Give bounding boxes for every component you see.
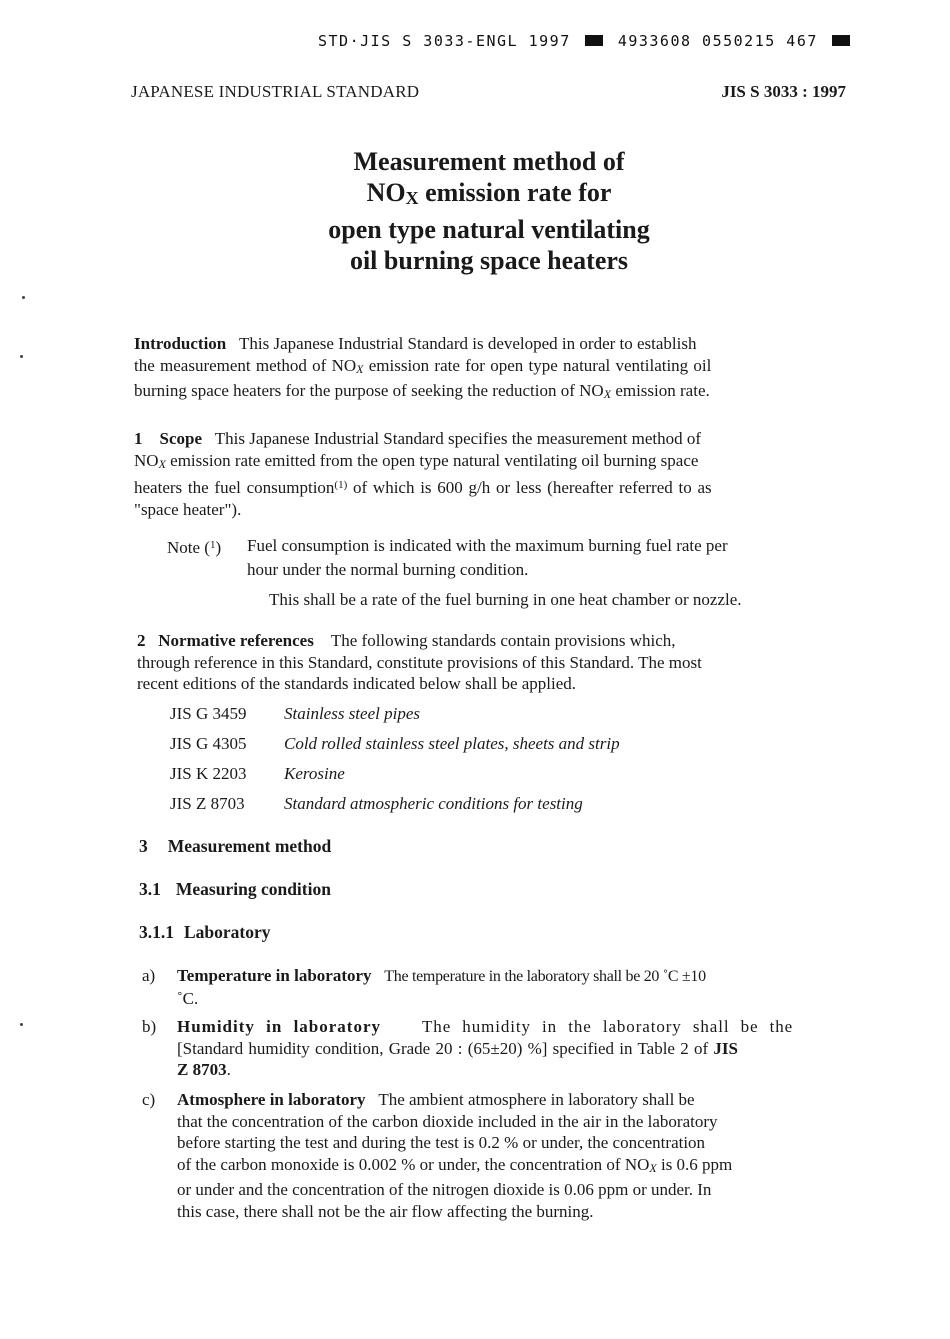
- scan-speck: [22, 296, 25, 299]
- note-label: Note ($^1$): [167, 538, 222, 557]
- item-label: b): [142, 1017, 157, 1036]
- item-heading: Temperature in laboratory: [177, 966, 372, 985]
- item-c-atmosphere: c) Atmosphere in laboratory The ambient atmosphere in laboratory shall be that the concentration of the carbon dioxide included in the air in the laboratory before starting the test and during the test is 0.2 % or under, the concentration of the carbon monoxide is 0.002 % or under, the concentration of $NO_X$ is 0.6 ppm or under and the concentration of the nitrogen dioxide is 0.06 ppm or under. In this case, there shall not be the air flow affecting the burning.: [142, 1090, 733, 1221]
- title-line: Measurement method of: [353, 147, 625, 176]
- item-label: a): [142, 966, 156, 985]
- title-line: NOX emission rate for: [366, 178, 612, 208]
- normative-references-heading: Normative references: [158, 631, 314, 650]
- item-label: c): [142, 1090, 156, 1109]
- introduction-heading: Introduction: [134, 334, 227, 353]
- scope-heading: Scope: [159, 429, 202, 448]
- scan-stamp: [318, 32, 854, 50]
- introduction-paragraph: Introduction This Japanese Industrial Standard is developed in order to establish the measurement method of $NO_X$ emission rate for open type natural ventilating oil burning space heaters for the purpose of seeking the reduction of $NO_X$ emission rate.: [134, 334, 712, 401]
- title-line: open type natural ventilating: [328, 215, 650, 244]
- stamp-text-2: 4933608 0550215 467: [617, 32, 818, 50]
- scan-speck: [20, 1023, 23, 1026]
- black-block-mark: [585, 35, 603, 46]
- clause-number: 2: [137, 631, 146, 650]
- section-3-heading: 3 Measurement method: [139, 836, 332, 856]
- item-heading: Atmosphere in laboratory: [177, 1090, 366, 1109]
- item-heading: Humidity in laboratory: [177, 1017, 382, 1036]
- stamp-text-1: STD·JIS S 3033-ENGL 1997: [318, 32, 571, 50]
- normative-references-clause: 2 Normative references The following standards contain provisions which, through reference in this Standard, constitute provisions of this Standard. The most recent editions of the standards indicated below shall be applied.: [137, 631, 702, 693]
- item-a-temperature: a) Temperature in laboratory The temperature in the laboratory shall be 20 ˚C ±10 ˚C.: [142, 966, 706, 1008]
- header-standard-type: JAPANESE INDUSTRIAL STANDARD: [131, 82, 420, 101]
- reference-list: JIS G 3459 Stainless steel pipes JIS G 4305 Cold rolled stainless steel plates, sheets and strip JIS K 2203 Kerosine JIS Z 8703 Standard atmospheric conditions for testing: [170, 704, 620, 813]
- black-block-mark: [832, 35, 850, 46]
- scope-note: Note ($^1$) Fuel consumption is indicated with the maximum burning fuel rate per hour under the normal burning condition. This shall be a rate of the fuel burning in one heat chamber or nozzle.: [167, 536, 742, 609]
- section-3-1-heading: 3.1 Measuring condition: [139, 879, 331, 899]
- item-b-humidity: b) Humidity in laboratory The humidity in the laboratory shall be the [Standard humidity condition, Grade 20 : (65±20) %] specified in Table 2 of JIS Z 8703.: [142, 1017, 794, 1079]
- scope-clause: 1 Scope This Japanese Industrial Standard specifies the measurement method of $NO_X$ emission rate emitted from the open type natural ventilating oil burning space heaters the fuel consumption$^{(1)}$ of which is 600 g/h or less (hereafter referred to as "space heater").: [134, 429, 712, 519]
- scan-speck: [20, 355, 23, 358]
- clause-number: 1: [134, 429, 143, 448]
- title-line: oil burning space heaters: [349, 246, 629, 275]
- header-standard-number: JIS S 3033 : 1997: [721, 82, 846, 101]
- document-title: [0, 146, 950, 276]
- section-3-1-1-heading: 3.1.1 Laboratory: [139, 922, 271, 942]
